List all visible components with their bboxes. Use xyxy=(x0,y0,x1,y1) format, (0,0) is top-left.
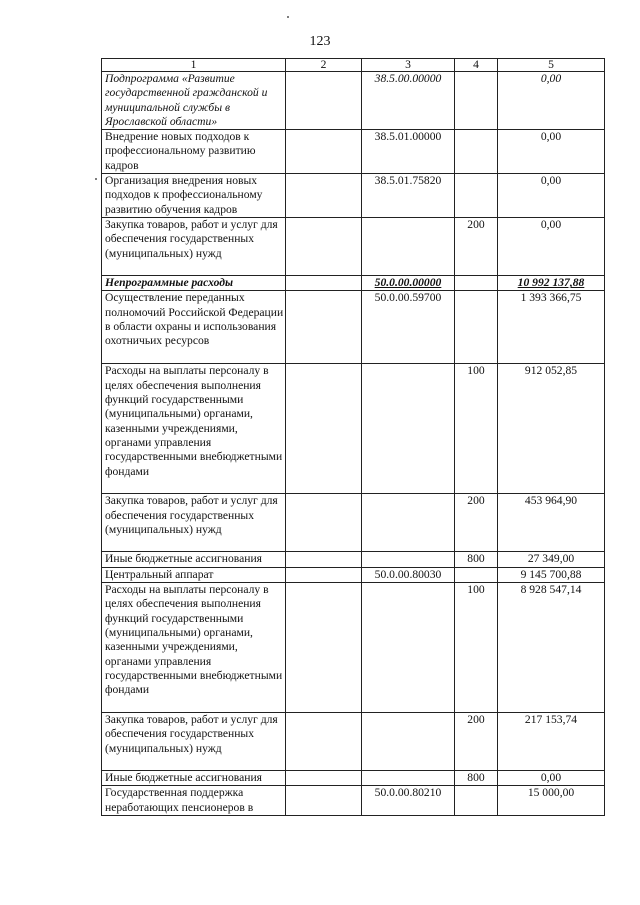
row-code-cell xyxy=(362,713,455,771)
row-code-cell xyxy=(362,494,455,552)
row-name-cell: Закупка товаров, работ и услуг для обеспечения государственных (муниципальных) нужд xyxy=(102,713,286,771)
scan-speck xyxy=(287,16,289,18)
table-row xyxy=(102,786,605,816)
page-number: 123 xyxy=(309,34,331,49)
row-col2-cell xyxy=(286,713,362,771)
row-amount-cell: 9 145 700,88 xyxy=(498,567,605,582)
row-code-cell: 38.5.00.00000 xyxy=(362,72,455,130)
row-type-cell xyxy=(455,174,498,218)
row-code-cell xyxy=(362,771,455,786)
row-name-cell: Закупка товаров, работ и услуг для обеспечения государственных (муниципальных) нужд xyxy=(102,218,286,276)
column-header-3: 3 xyxy=(362,59,455,72)
budget-table xyxy=(101,58,605,816)
table-row xyxy=(102,713,605,771)
row-amount-cell: 912 052,85 xyxy=(498,364,605,494)
row-name-cell: Подпрограмма «Развитие государственной гражданской и муниципальной службы в Ярославской области» xyxy=(102,72,286,130)
table-row xyxy=(102,364,605,494)
row-code-cell: 38.5.01.75820 xyxy=(362,174,455,218)
row-name-cell: Центральный аппарат xyxy=(102,567,286,582)
row-name-cell: Государственная поддержка неработающих пенсионеров в xyxy=(102,786,286,816)
row-code-cell xyxy=(362,218,455,276)
row-type-cell xyxy=(455,567,498,582)
row-code-cell xyxy=(362,364,455,494)
row-code-cell: 50.0.00.59700 xyxy=(362,291,455,364)
budget-table-body xyxy=(102,59,605,816)
row-type-cell: 800 xyxy=(455,552,498,567)
column-header-1: 1 xyxy=(102,59,286,72)
row-amount-cell: 27 349,00 xyxy=(498,552,605,567)
row-amount-cell: 0,00 xyxy=(498,130,605,174)
table-row xyxy=(102,552,605,567)
table-row xyxy=(102,130,605,174)
row-col2-cell xyxy=(286,552,362,567)
row-name-cell: Внедрение новых подходов к профессиональному развитию кадров xyxy=(102,130,286,174)
row-col2-cell xyxy=(286,130,362,174)
row-amount-cell: 15 000,00 xyxy=(498,786,605,816)
row-code-cell: 50.0.00.00000 xyxy=(362,276,455,291)
row-col2-cell xyxy=(286,786,362,816)
row-col2-cell xyxy=(286,583,362,713)
row-type-cell: 100 xyxy=(455,364,498,494)
row-name-cell: Осуществление переданных полномочий Российской Федерации в области охраны и использования охотничьих ресурсов xyxy=(102,291,286,364)
row-type-cell: 200 xyxy=(455,713,498,771)
row-col2-cell xyxy=(286,72,362,130)
row-code-cell xyxy=(362,552,455,567)
header-row xyxy=(102,59,605,72)
table-row xyxy=(102,276,605,291)
row-name-cell: Закупка товаров, работ и услуг для обеспечения государственных (муниципальных) нужд xyxy=(102,494,286,552)
row-amount-cell: 10 992 137,88 xyxy=(498,276,605,291)
row-type-cell xyxy=(455,291,498,364)
row-type-cell: 800 xyxy=(455,771,498,786)
row-type-cell xyxy=(455,130,498,174)
row-amount-cell: 0,00 xyxy=(498,72,605,130)
row-amount-cell: 1 393 366,75 xyxy=(498,291,605,364)
row-code-cell: 50.0.00.80030 xyxy=(362,567,455,582)
table-row xyxy=(102,291,605,364)
column-header-2: 2 xyxy=(286,59,362,72)
row-type-cell xyxy=(455,276,498,291)
row-amount-cell: 453 964,90 xyxy=(498,494,605,552)
row-name-cell: Расходы на выплаты персоналу в целях обеспечения выполнения функций государственными (муниципальными) органами, казенными учреждениями, органами управления государственными внебюджетными фондами xyxy=(102,583,286,713)
row-amount-cell: 8 928 547,14 xyxy=(498,583,605,713)
row-name-cell: Иные бюджетные ассигнования xyxy=(102,552,286,567)
row-col2-cell xyxy=(286,567,362,582)
column-header-4: 4 xyxy=(455,59,498,72)
row-type-cell: 100 xyxy=(455,583,498,713)
row-code-cell: 50.0.00.80210 xyxy=(362,786,455,816)
row-type-cell: 200 xyxy=(455,494,498,552)
row-col2-cell xyxy=(286,494,362,552)
row-name-cell: Иные бюджетные ассигнования xyxy=(102,771,286,786)
table-row xyxy=(102,218,605,276)
row-name-cell: Расходы на выплаты персоналу в целях обеспечения выполнения функций государственными (муниципальными) органами, казенными учреждениями, органами управления государственными внебюджетными фондами xyxy=(102,364,286,494)
table-row xyxy=(102,494,605,552)
row-code-cell: 38.5.01.00000 xyxy=(362,130,455,174)
row-type-cell: 200 xyxy=(455,218,498,276)
row-name-cell: Непрограммные расходы xyxy=(102,276,286,291)
row-col2-cell xyxy=(286,174,362,218)
row-amount-cell: 217 153,74 xyxy=(498,713,605,771)
scan-speck xyxy=(95,178,97,180)
row-code-cell xyxy=(362,583,455,713)
table-row xyxy=(102,567,605,582)
row-name-cell: Организация внедрения новых подходов к профессиональному развитию обучения кадров xyxy=(102,174,286,218)
row-type-cell xyxy=(455,72,498,130)
row-type-cell xyxy=(455,786,498,816)
table-row xyxy=(102,72,605,130)
table-row xyxy=(102,174,605,218)
row-amount-cell: 0,00 xyxy=(498,174,605,218)
row-col2-cell xyxy=(286,771,362,786)
row-col2-cell xyxy=(286,291,362,364)
row-col2-cell xyxy=(286,218,362,276)
row-amount-cell: 0,00 xyxy=(498,771,605,786)
row-col2-cell xyxy=(286,276,362,291)
table-row xyxy=(102,583,605,713)
row-col2-cell xyxy=(286,364,362,494)
row-amount-cell: 0,00 xyxy=(498,218,605,276)
column-header-5: 5 xyxy=(498,59,605,72)
table-row xyxy=(102,771,605,786)
